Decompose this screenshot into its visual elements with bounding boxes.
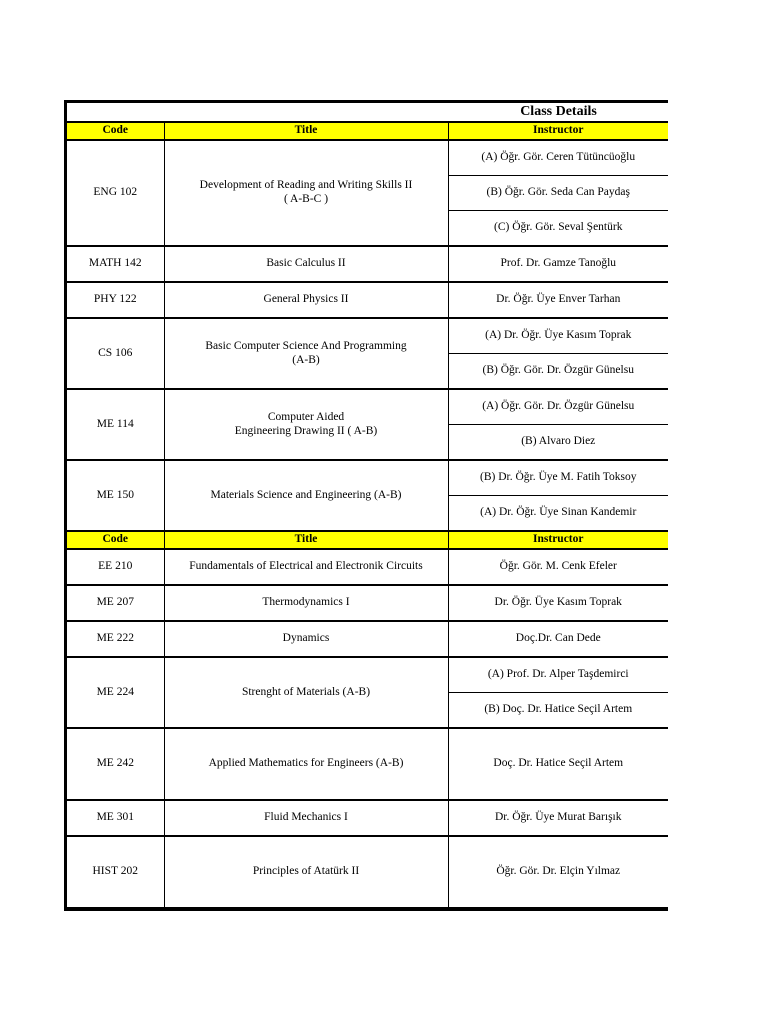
course-code: ME 207: [67, 585, 164, 621]
course-instructor: (C) Öğr. Gör. Seval Şentürk: [448, 211, 668, 247]
course-title: Fluid Mechanics I: [164, 800, 448, 836]
title-row: [67, 103, 668, 123]
table-row: [67, 282, 668, 318]
table-row: [67, 460, 668, 496]
course-instructor: (A) Öğr. Gör. Dr. Özgür Günelsu: [448, 389, 668, 425]
header-title: Title: [164, 123, 448, 140]
course-code: HIST 202: [67, 836, 164, 908]
table-row: [67, 800, 668, 836]
course-instructor: (B) Doç. Dr. Hatice Seçil Artem: [448, 693, 668, 729]
course-code: ME 114: [67, 389, 164, 460]
course-instructor: Doç. Dr. Hatice Seçil Artem: [448, 728, 668, 800]
course-instructor: (B) Öğr. Gör. Seda Can Paydaş: [448, 176, 668, 211]
course-code: ME 242: [67, 728, 164, 800]
sheet-title: Class Details: [520, 104, 597, 119]
table-row: [67, 389, 668, 425]
course-code: ME 224: [67, 657, 164, 728]
course-instructor: (A) Dr. Öğr. Üye Kasım Toprak: [448, 318, 668, 354]
course-title: Basic Computer Science And Programming (A-B): [164, 318, 448, 389]
course-title: Basic Calculus II: [164, 246, 448, 282]
header-code: Code: [67, 123, 164, 140]
header-code: Code: [67, 531, 164, 549]
course-code: ME 301: [67, 800, 164, 836]
course-instructor: (A) Dr. Öğr. Üye Sinan Kandemir: [448, 496, 668, 532]
course-code: MATH 142: [67, 246, 164, 282]
course-code: ME 150: [67, 460, 164, 531]
class-table: [67, 123, 668, 908]
course-title: Strenght of Materials (A-B): [164, 657, 448, 728]
course-code: EE 210: [67, 549, 164, 585]
course-instructor: (B) Öğr. Gör. Dr. Özgür Günelsu: [448, 354, 668, 390]
course-instructor: (B) Alvaro Diez: [448, 425, 668, 461]
course-instructor: (A) Prof. Dr. Alper Taşdemirci: [448, 657, 668, 693]
header-instructor: Instructor: [448, 123, 668, 140]
course-instructor: (A) Öğr. Gör. Ceren Tütüncüoğlu: [448, 140, 668, 176]
class-details-sheet: [64, 100, 668, 911]
course-code: ME 222: [67, 621, 164, 657]
course-title: General Physics II: [164, 282, 448, 318]
course-instructor: Öğr. Gör. M. Cenk Efeler: [448, 549, 668, 585]
header-title: Title: [164, 531, 448, 549]
course-instructor: Dr. Öğr. Üye Enver Tarhan: [448, 282, 668, 318]
course-instructor: Prof. Dr. Gamze Tanoğlu: [448, 246, 668, 282]
course-title: Fundamentals of Electrical and Electronik Circuits: [164, 549, 448, 585]
course-title: Development of Reading and Writing Skills II ( A-B-C ): [164, 140, 448, 246]
table-row: [67, 246, 668, 282]
course-code: ENG 102: [67, 140, 164, 246]
course-code: PHY 122: [67, 282, 164, 318]
course-title: Principles of Atatürk II: [164, 836, 448, 908]
course-code: CS 106: [67, 318, 164, 389]
course-instructor: Dr. Öğr. Üye Kasım Toprak: [448, 585, 668, 621]
header-row: [67, 123, 668, 140]
course-instructor: (B) Dr. Öğr. Üye M. Fatih Toksoy: [448, 460, 668, 496]
table-row: [67, 585, 668, 621]
course-title: Applied Mathematics for Engineers (A-B): [164, 728, 448, 800]
course-instructor: Dr. Öğr. Üye Murat Barışık: [448, 800, 668, 836]
header-row: [67, 531, 668, 549]
course-instructor: Öğr. Gör. Dr. Elçin Yılmaz: [448, 836, 668, 908]
course-title: Thermodynamics I: [164, 585, 448, 621]
table-row: [67, 621, 668, 657]
course-title: Computer Aided Engineering Drawing II ( A-B): [164, 389, 448, 460]
course-title: Dynamics: [164, 621, 448, 657]
course-title: Materials Science and Engineering (A-B): [164, 460, 448, 531]
header-instructor: Instructor: [448, 531, 668, 549]
table-row: [67, 549, 668, 585]
table-row: [67, 728, 668, 800]
course-instructor: Doç.Dr. Can Dede: [448, 621, 668, 657]
table-row: [67, 318, 668, 354]
table-row: [67, 836, 668, 908]
table-row: [67, 140, 668, 176]
table-row: [67, 657, 668, 693]
